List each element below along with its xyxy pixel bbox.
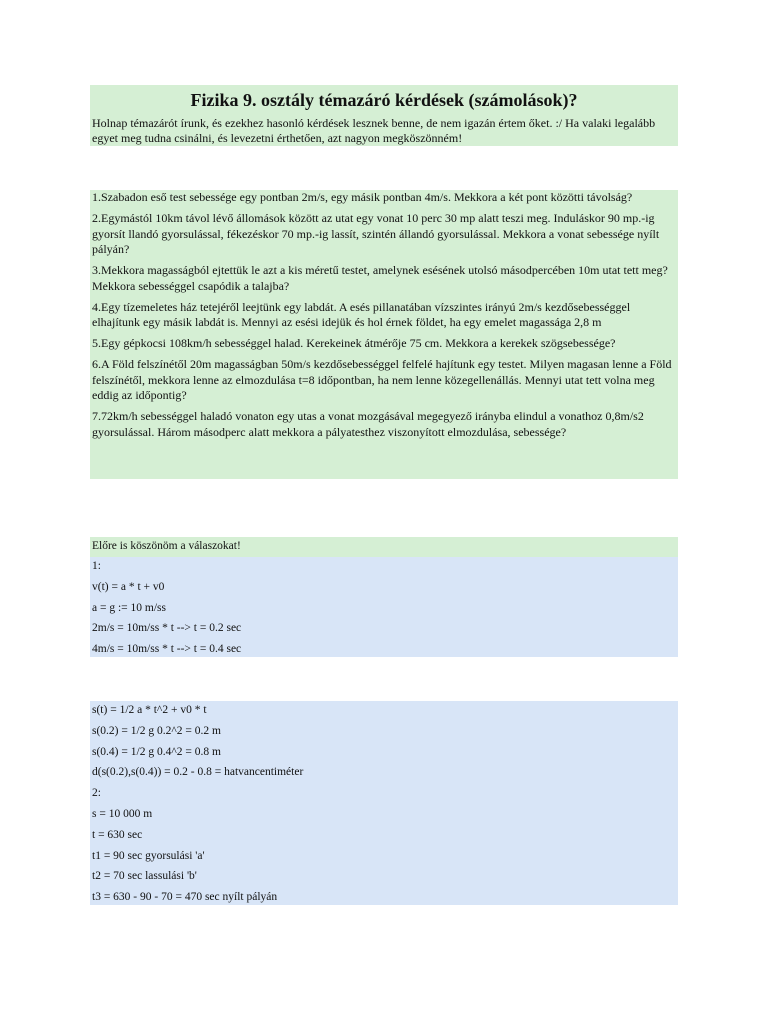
answer-line: t2 = 70 sec lassulási 'b' [92,870,197,883]
answer-line: s = 10 000 m [92,807,153,820]
answer-line: 4m/s = 10m/ss * t --> t = 0.4 sec [92,643,242,656]
question-item: 3.Mekkora magasságból ejtettük le azt a kis méretű testet, amelynek esésének utolsó másodpercében 10m utat tett meg? Mekkora sebességgel csapódik a talajba? [92,263,668,293]
answer-line: s(0.2) = 1/2 g 0.2^2 = 0.2 m [92,724,221,737]
thanks-line: Előre is köszönöm a válaszokat! [90,537,678,557]
answer-line: 2: [92,787,101,800]
question-item: 2.Egymástól 10km távol lévő állomások között az utat egy vonat 10 perc 30 mp alatt teszi meg. Induláskor 90 mp.-ig gyorsít llandó gyorsulással, fékezéskor 70 mp.-ig lassít, szintén állandó gyorsulással. Mekkora a vonat sebessége nyílt pályán? [92,211,660,256]
answer-line: d(s(0.2),s(0.4)) = 0.2 - 0.8 = hatvancentiméter [92,766,304,779]
page-title: Fizika 9. osztály témazáró kérdések (számolások)? [90,85,678,115]
question-item: 5.Egy gépkocsi 108km/h sebességgel halad. Kerekeinek átmérője 75 cm. Mekkora a kerekek szögsebessége? [92,336,616,350]
answer-line: t = 630 sec [92,828,143,841]
answer-line: v(t) = a * t + v0 [92,580,165,593]
answer-line: 2m/s = 10m/ss * t --> t = 0.2 sec [92,622,242,635]
answer-block-1 [90,557,678,657]
question-item: 6.A Föld felszínétől 20m magasságban 50m/s kezdősebességgel felfelé hajítunk egy testet. Milyen magasan lenne a Föld felszínétől, mekkora lenne az elmozdulása t=8 időpontban, ha nem lenne közegellenállás. Mennyi utat tett volna meg eddig az időpontig? [92,357,672,402]
answer-block-2 [90,701,678,905]
answer-line: t1 = 90 sec gyorsulási 'a' [92,849,205,862]
question-item: 7.72km/h sebességgel haladó vonaton egy utas a vonat mozgásával megegyező irányba elindul a vonathoz 0,8m/s2 gyorsulással. Három másodperc alatt mekkora a pályatesthez viszonyított elmozdulása, sebessége? [92,409,644,439]
answer-line: s(0.4) = 1/2 g 0.4^2 = 0.8 m [92,745,221,758]
question-list [90,190,678,479]
answer-line: 1: [92,560,101,572]
answer-line: a = g := 10 m/ss [92,601,166,614]
question-intro: Holnap témazárót írunk, és ezekhez hasonló kérdések lesznek benne, de nem igazán értem őket. :/ Ha valaki legalább egyet meg tudna csinálni, és levezetni érthetően, azt nagyon megköszönném! [90,115,678,146]
question-item: 4.Egy tízemeletes ház tetejéről leejtünk egy labdát. A esés pillanatában vízszintes irányú 2m/s kezdősebességgel elhajítunk egy másik labdát is. Mennyi az esési idejük és hol érnek földet, ha egy emelet magassága 2,8 m [92,299,631,329]
answer-line: s(t) = 1/2 a * t^2 + v0 * t [92,704,207,716]
question-item: 1.Szabadon eső test sebessége egy pontban 2m/s, egy másik pontban 4m/s. Mekkora a két pont közötti távolság? [92,190,633,204]
answer-line: t3 = 630 - 90 - 70 = 470 sec nyílt pályán [92,891,278,904]
